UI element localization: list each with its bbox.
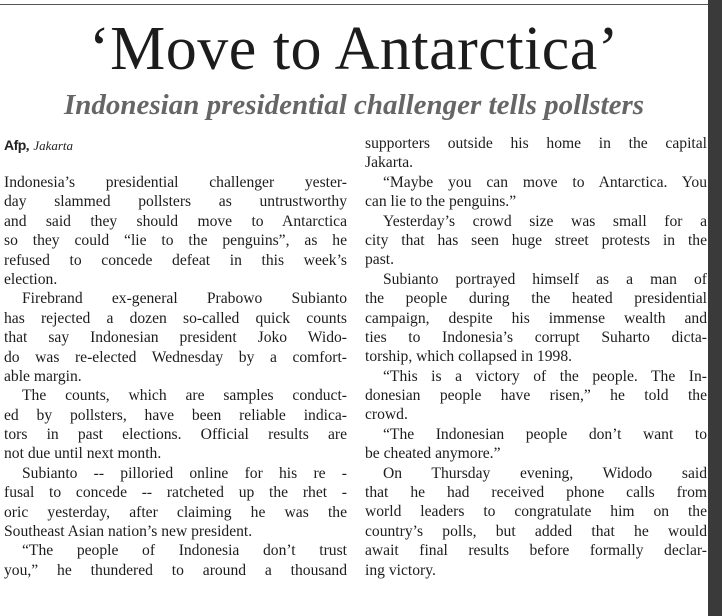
article-column-right: [365, 134, 707, 580]
text-line: day slammed pollsters as untrustworthy: [4, 193, 347, 211]
text-line: not due until next month.: [4, 445, 162, 463]
byline-location: Jakarta: [33, 138, 74, 153]
text-line: crowd.: [365, 406, 408, 424]
page-edge-shadow: [708, 0, 722, 616]
text-line: Jakarta.: [365, 154, 414, 172]
text-line: “This is a victory of the people. The In-: [383, 367, 707, 385]
text-line: can lie to the penguins.”: [365, 193, 517, 211]
article-column-left: [4, 173, 347, 580]
text-line: that he had received phone calls from: [365, 484, 707, 502]
text-line: “The people of Indonesia don’t trust: [22, 542, 347, 560]
text-line: do was re-elected Wednesday by a comfort-: [4, 348, 347, 366]
text-line: refused to concede defeat in this week’s: [4, 251, 347, 269]
text-line: supporters outside his home in the capital: [365, 135, 707, 152]
text-line: await final results before formally declar-: [365, 542, 707, 560]
text-line: be cheated anymore.”: [365, 445, 501, 463]
text-line: torship, which collapsed in 1998.: [365, 348, 573, 366]
text-line: ed by pollsters, have been reliable indica-: [4, 406, 347, 424]
top-rule: [0, 4, 722, 5]
text-line: On Thursday evening, Widodo said: [383, 464, 707, 482]
text-line: ties to Indonesia’s corrupt Suharto dicta-: [365, 328, 707, 346]
text-line: Yesterday’s crowd size was small for a: [383, 212, 707, 230]
text-line: ing victory.: [365, 561, 436, 579]
text-line: Subianto -- pilloried online for his re -: [22, 464, 347, 482]
text-line: tors in past elections. Official results are: [4, 426, 347, 444]
text-line: Southeast Asian nation’s new president.: [4, 523, 253, 541]
text-line: past.: [365, 251, 395, 269]
text-line: Indonesia’s presidential challenger yester-: [4, 174, 347, 191]
text-line: “The Indonesian people don’t want to: [383, 425, 707, 443]
text-line: fusal to concede -- ratcheted up the rhet -: [4, 484, 347, 502]
subheadline: Indonesian presidential challenger tells pollsters: [63, 89, 645, 121]
text-line: has rejected a dozen so-called quick counts: [4, 309, 347, 327]
text-line: the people during the heated presidential: [365, 290, 707, 308]
text-line: donesian people have risen,” he told the: [365, 387, 707, 405]
text-line: and said they should move to Antarctica: [4, 212, 347, 230]
text-line: The counts, which are samples conduct-: [22, 387, 347, 405]
headline: ‘Move to Antarctica’: [89, 15, 619, 83]
text-line: Firebrand ex-general Prabowo Subianto: [22, 290, 347, 308]
text-line: that say Indonesian president Joko Wido-: [4, 329, 347, 347]
text-line: “Maybe you can move to Antarctica. You: [383, 173, 707, 191]
text-line: able margin.: [4, 367, 82, 385]
text-line: so they could “lie to the penguins”, as he: [4, 232, 347, 250]
byline-separator: ,: [25, 139, 30, 154]
text-line: oric yesterday, after claiming he was the: [4, 503, 347, 521]
text-line: world leaders to congratulate him on the: [365, 503, 707, 521]
text-line: campaign, despite his immense wealth and: [365, 309, 707, 327]
text-line: country’s polls, but added that he would: [365, 522, 707, 540]
text-line: city that has seen huge street protests in the: [365, 231, 707, 249]
text-line: you,” he thundered to around a thousand: [4, 561, 347, 579]
text-line: election.: [4, 270, 58, 288]
text-line: Subianto portrayed himself as a man of: [383, 270, 707, 288]
byline: [4, 136, 73, 154]
byline-agency: Afp: [4, 137, 26, 153]
